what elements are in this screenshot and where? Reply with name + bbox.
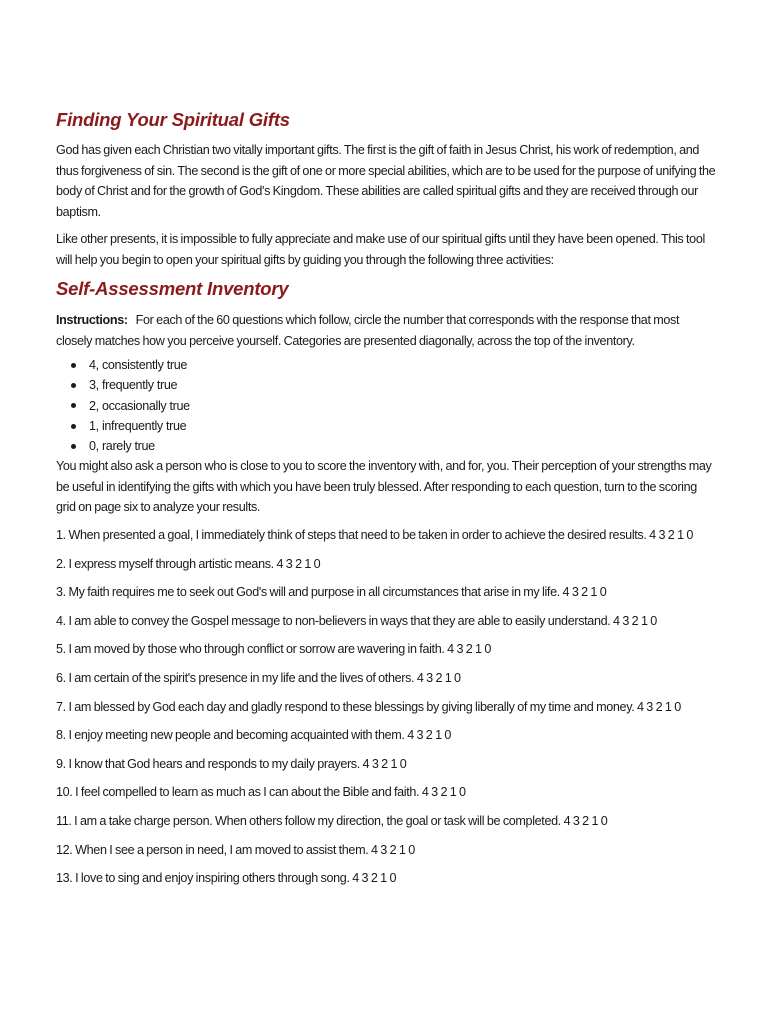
followup-paragraph: You might also ask a person who is close to you to score the inventory with, and for, you. Their perception of your strengths may be useful in identifying the gifts with which you have been truly blessed. After responding to each question, turn to the scoring grid on page six to analyze your results. [56,459,712,515]
question-item: 11. I am a take charge person. When others follow my direction, the goal or task will be completed. 4 3 2 1 0 [56,813,608,828]
scale-option-label: 0, rarely true [89,439,155,454]
instructions-paragraph [56,310,716,351]
question-item: 8. I enjoy meeting new people and becoming acquainted with them. 4 3 2 1 0 [56,728,452,743]
section-title: Self-Assessment Inventory [56,278,289,299]
list-item [71,416,716,436]
question-item: 12. When I see a person in need, I am moved to assist them. 4 3 2 1 0 [56,842,415,857]
instructions-label: Instructions: [56,313,128,327]
document-page [56,108,716,897]
question-item: 9. I know that God hears and responds to my daily prayers. 4 3 2 1 0 [56,756,407,771]
bullet-icon [71,363,76,368]
question-item: 10. I feel compelled to learn as much as I can about the Bible and faith. 4 3 2 1 0 [56,785,466,800]
question-item: 13. I love to sing and enjoy inspiring others through song. 4 3 2 1 0 [56,871,397,886]
page-title: Finding Your Spiritual Gifts [56,109,290,130]
bullet-icon [71,424,76,429]
question-list [56,525,716,897]
list-item [71,355,716,375]
intro-paragraph-1: God has given each Christian two vitally important gifts. The first is the gift of faith in Jesus Christ, his work of redemption, and thus forgiveness of sin. The second is the gift of one or more special abilities, which are to be used for the purpose of unifying the body of Christ and for the growth of God's Kingdom. These abilities are called spiritual gifts and they are received through our baptism. [56,143,716,219]
question-item: 7. I am blessed by God each day and gladly respond to these blessings by giving liberally of my time and money. 4 3 2 1 0 [56,699,681,714]
question-item: 6. I am certain of the spirit's presence in my life and the lives of others. 4 3 2 1 0 [56,670,461,685]
bullet-icon [71,403,76,408]
scale-option-label: 1, infrequently true [89,418,187,433]
scale-option-label: 4, consistently true [89,358,187,372]
question-item: 5. I am moved by those who through conflict or sorrow are wavering in faith. 4 3 2 1 0 [56,642,492,657]
instructions-text: For each of the 60 questions which follow, circle the number that corresponds with the response that most closely matches how you perceive yourself. Categories are presented diagonally, across the top of the inventory. [56,313,680,348]
question-item: 1. When presented a goal, I immediately think of steps that need to be taken in order to achieve the desired results. 4 3 2 1 0 [56,527,694,542]
question-item: 2. I express myself through artistic means. 4 3 2 1 0 [56,556,321,571]
rating-scale-list [56,355,716,456]
scale-option-label: 3, frequently true [89,378,178,393]
intro-paragraph-2: Like other presents, it is impossible to fully appreciate and make use of our spiritual gifts until they have been opened. This tool will help you begin to open your spiritual gifts by guiding you through the following three activities: [56,232,705,267]
bullet-icon [71,444,76,449]
list-item [71,396,716,416]
question-item: 3. My faith requires me to seek out God's will and purpose in all circumstances that arise in my life. 4 3 2 1 0 [56,585,607,600]
list-item [71,436,716,456]
list-item [71,375,716,395]
bullet-icon [71,383,76,388]
question-item: 4. I am able to convey the Gospel message to non-believers in ways that they are able to easily understand. 4 3 2 1 0 [56,613,657,628]
scale-option-label: 2, occasionally true [89,398,190,413]
